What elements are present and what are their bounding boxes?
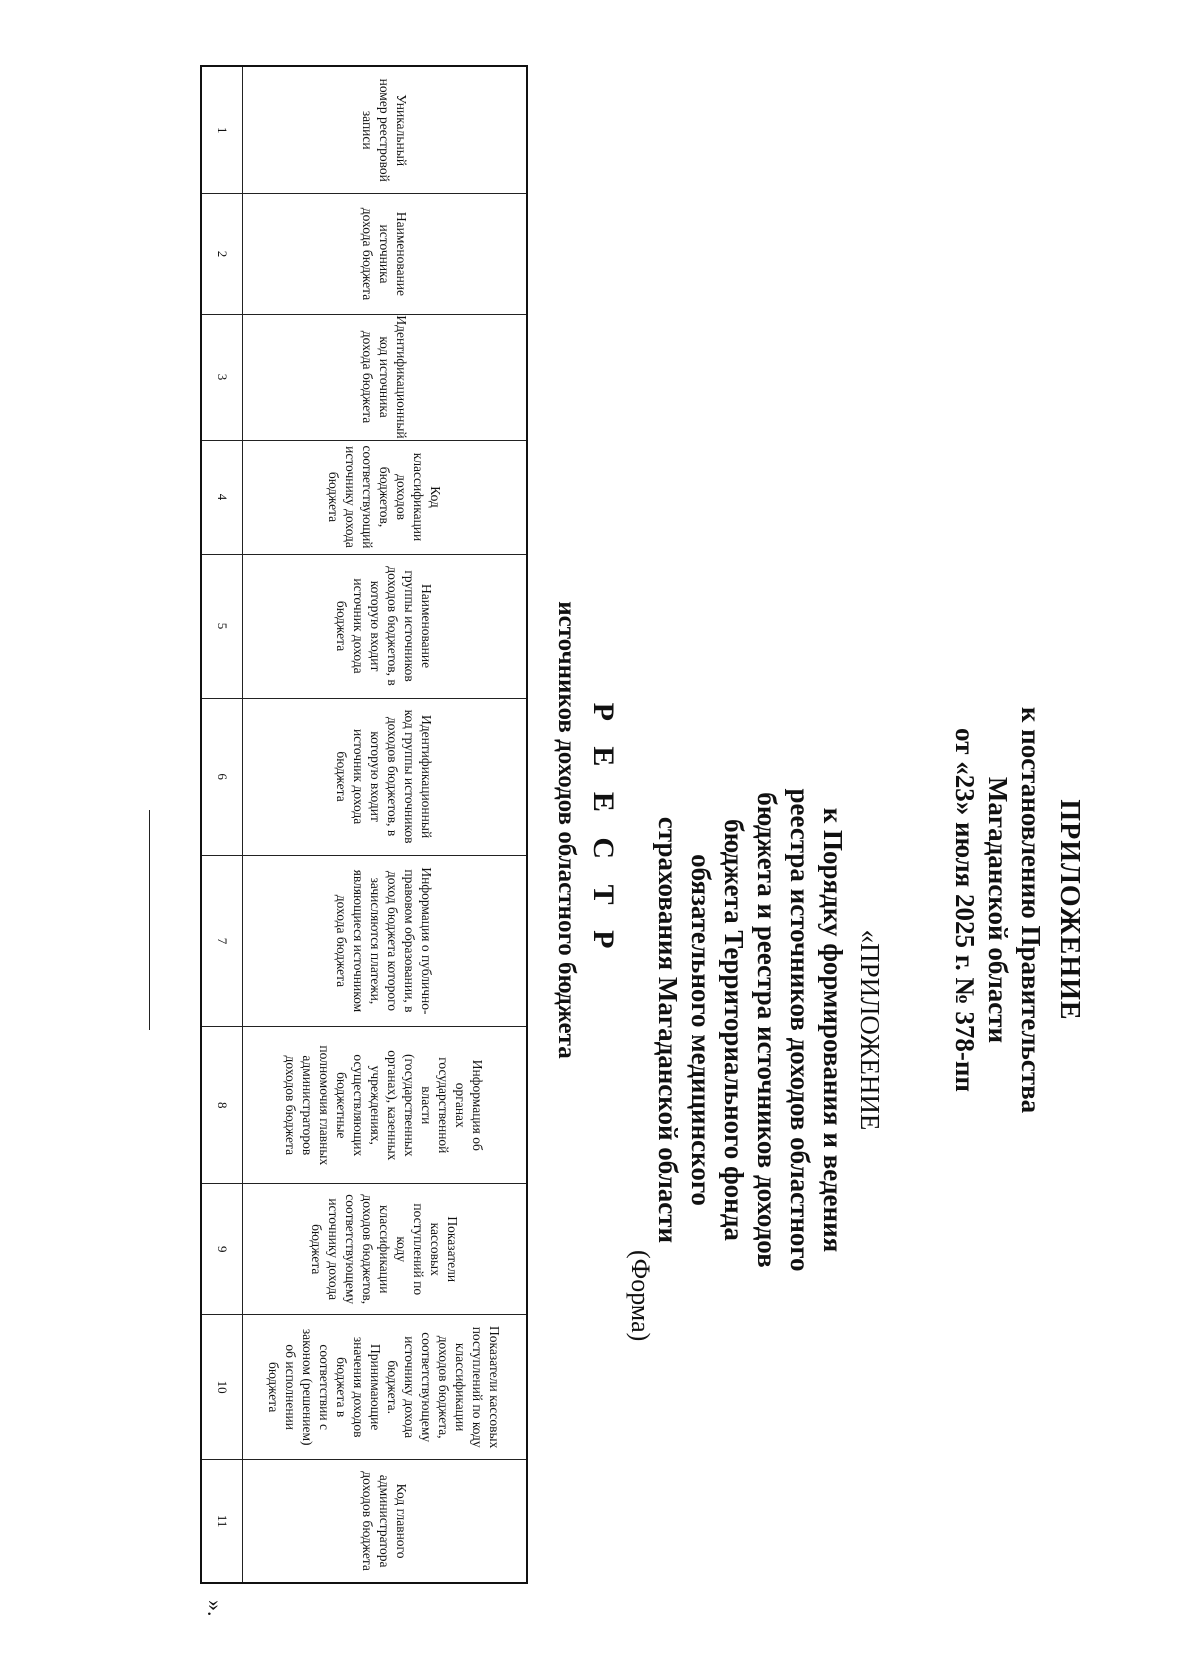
column-number: 2 bbox=[215, 250, 230, 258]
registry-table bbox=[200, 65, 528, 1584]
procedure-line-4: бюджета Территориального фонда bbox=[719, 819, 749, 1241]
appendix-line-1: к постановлению Правительства bbox=[1016, 706, 1046, 1114]
column-number: 1 bbox=[215, 126, 230, 134]
table-column bbox=[202, 856, 526, 1028]
column-header: Наименование группы источников доходов бюджетов, в которую входит источник дохода бюджета bbox=[242, 555, 526, 698]
table-column bbox=[202, 1184, 526, 1315]
table-column bbox=[202, 699, 526, 856]
table-column bbox=[202, 555, 526, 699]
table-column bbox=[202, 441, 526, 555]
table-column bbox=[202, 194, 526, 314]
registry-subtitle: источников доходов областного бюджета bbox=[553, 601, 580, 1059]
closing-quote-mark: ». bbox=[203, 1600, 228, 1617]
registry-title: Р Е Е С Т Р bbox=[587, 702, 620, 958]
column-header: Идентификационный код группы источников доходов бюджетов, в которую входит источник дохода бюджета bbox=[242, 699, 526, 855]
appendix-title: ПРИЛОЖЕНИЕ bbox=[1054, 799, 1085, 1021]
footer-rule bbox=[149, 810, 150, 1030]
form-label: (Форма) bbox=[626, 1250, 655, 1342]
column-number: 10 bbox=[215, 1380, 230, 1394]
procedure-line-3: бюджета и реестра источников доходов bbox=[752, 792, 782, 1268]
column-header: Информация о публично-правовом образовании, в доход бюджета которого зачисляются платежи, являющиеся источником дохода бюджета bbox=[242, 856, 526, 1027]
procedure-line-5: обязательного медицинского bbox=[686, 854, 716, 1206]
column-header: Информация об органах государственной власти (государственных органах), казенных учреждениях, осуществляющих бюджетные полномочия главных администраторов доходов бюджета bbox=[242, 1027, 526, 1183]
column-number: 3 bbox=[215, 373, 230, 381]
procedure-title: «ПРИЛОЖЕНИЕ bbox=[855, 929, 885, 1131]
appendix-line-2: Магаданской области bbox=[983, 776, 1013, 1044]
table-column bbox=[202, 67, 526, 194]
column-header: Уникальный номер реестровой записи bbox=[242, 67, 526, 193]
table-column bbox=[202, 1027, 526, 1184]
table-column bbox=[202, 1460, 526, 1582]
column-number: 9 bbox=[215, 1245, 230, 1253]
column-header: Идентификационный код источника дохода бюджета bbox=[242, 315, 526, 440]
procedure-line-1: к Порядку формирования и ведения bbox=[818, 807, 848, 1253]
column-number: 7 bbox=[215, 937, 230, 945]
column-number: 5 bbox=[215, 622, 230, 630]
column-header: Код классификации доходов бюджетов, соответствующий источнику дохода бюджета bbox=[242, 441, 526, 554]
column-number: 4 bbox=[215, 493, 230, 501]
column-header: Код главного администратора доходов бюджета bbox=[242, 1460, 526, 1582]
appendix-line-3: от «23» июля 2025 г. № 378-пп bbox=[950, 728, 980, 1092]
procedure-header bbox=[651, 580, 886, 1480]
table-column bbox=[202, 1315, 526, 1460]
table-column bbox=[202, 315, 526, 441]
procedure-line-2: реестра источников доходов областного bbox=[785, 788, 815, 1272]
appendix-header bbox=[948, 640, 1086, 1180]
column-number: 6 bbox=[215, 773, 230, 780]
column-header: Показатели кассовых поступлений по коду классификации доходов бюджета, соответствующему источнику дохода бюджета. Принимающие значения доходов бюджета в соответствии с законом (решением) об исполнении бюджета bbox=[242, 1315, 526, 1459]
column-number: 11 bbox=[215, 1514, 230, 1528]
column-number: 8 bbox=[215, 1102, 230, 1109]
procedure-line-6: страхования Магаданской области bbox=[653, 816, 683, 1244]
column-header: Наименование источника дохода бюджета bbox=[242, 194, 526, 313]
column-header: Показатели кассовых поступлений по коду классификации доходов бюджетов, соответствующему источнику дохода бюджета bbox=[242, 1184, 526, 1314]
